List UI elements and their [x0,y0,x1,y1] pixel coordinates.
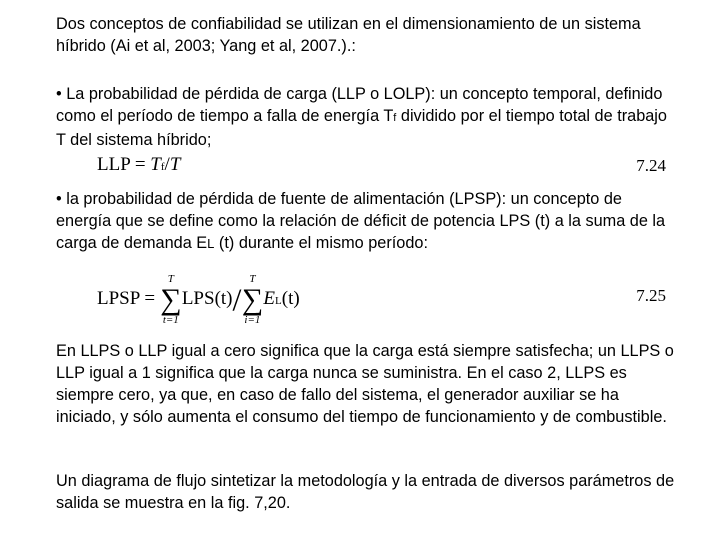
bullet-marker: • [56,85,62,103]
bullet-lpsp-subscript: L [207,236,215,251]
paragraph-llps: En LLPS o LLP igual a cero significa que la carga está siempre satisfecha; un LLPS o LLP igual a 1 significa que la carga nunca se suministra. En el caso 2, LLPS es siempre cero, ya que, en caso de fallo del sistema, el generador auxiliar se ha iniciado, y sólo aumenta el consumo del tiempo de funcionamiento y de combustible. [56,342,674,426]
sum1-term: LPS(t) [181,288,233,309]
sum-symbol-1: T ∑ t=1 [160,272,182,326]
equation-lpsp [56,268,666,328]
sum1-upper-limit: T [167,272,174,285]
sum-symbol-2: T ∑ i=1 [241,272,264,326]
equation-llp-body [97,154,180,176]
equation-number-725: 7.25 [636,286,666,305]
equation-lpsp-body [97,270,300,330]
fraction-slash: / [232,281,242,318]
equation-llp [56,154,666,178]
sum2-term-e: E [263,288,276,309]
paragraph-flow-diagram: Un diagrama de flujo sintetizar la metodología y la entrada de diversos parámetros de salida se muestra en la fig. 7,20. [56,472,675,512]
bullet-lpsp-text-2: (t) durante el mismo período: [214,234,428,252]
bullet-lpsp [56,188,676,255]
sum2-term-sub: L [275,295,282,307]
bullet-llp-text-2: dividido por el tiempo total de trabajo T del sistema híbrido; [56,107,667,149]
sum2-term-arg: (t) [281,288,300,309]
equation-llp-tf-sub: f [160,161,165,173]
bullet-llp [56,83,676,151]
sum2-upper-limit: T [249,272,256,285]
equation-number-724: 7.24 [636,156,666,175]
bullet-lpsp-text-1: la probabilidad de pérdida de fuente de alimentación (LPSP): un concepto de energía que se define como la relación de déficit de potencia LPS (t) a la suma de la carga de demanda E [56,190,666,252]
sum2-lower-limit: i=1 [244,313,261,326]
bullet-llp-text-1: La probabilidad de pérdida de carga (LLP o LOLP): un concepto temporal, definido como el período de tiempo a falla de energía T [56,85,663,125]
equation-llp-slash: / [164,154,170,175]
equation-llp-tf: T [150,154,161,175]
intro-paragraph: Dos conceptos de confiabilidad se utilizan en el dimensionamiento de un sistema híbrido (Ai et al, 2003; Yang et al, 2007.).: [56,15,641,55]
sum1-lower-limit: t=1 [162,313,179,326]
equation-llp-lhs: LLP = [97,154,151,175]
bullet-llp-subscript: f [393,112,397,124]
bullet-marker: • [56,190,62,208]
equation-lpsp-lhs: LPSP = [97,288,160,309]
equation-llp-t: T [169,154,181,175]
